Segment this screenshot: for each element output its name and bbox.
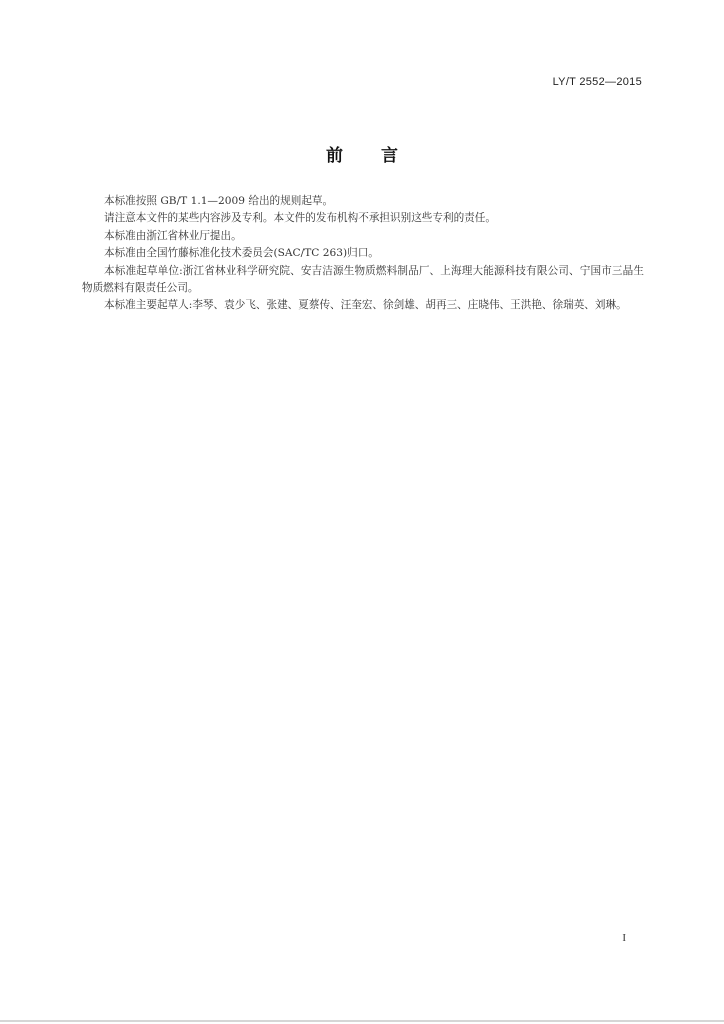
title-char-second: 言 (381, 146, 398, 166)
paragraph-drafting-organizations: 本标准起草单位:浙江省林业科学研究院、安吉洁源生物质燃料制品厂、上海理大能源科技有限公司、宁国市三晶生物质燃料有限责任公司。 (82, 264, 644, 295)
paragraph-proposer: 本标准由浙江省林业厅提出。 (104, 229, 242, 242)
page-number: I (622, 932, 626, 944)
title-char-first: 前 (326, 146, 343, 166)
foreword-body (82, 193, 644, 315)
page-title (0, 141, 724, 166)
paragraph-patent-notice: 请注意本文件的某些内容涉及专利。本文件的发布机构不承担识别这些专利的责任。 (104, 212, 496, 225)
standard-number: LY/T 2552—2015 (552, 76, 642, 88)
paragraph-drafting-rules: 本标准按照 GB/T 1.1—2009 给出的规则起草。 (104, 195, 334, 207)
paragraph-technical-committee: 本标准由全国竹藤标准化技术委员会(SAC/TC 263)归口。 (104, 247, 379, 260)
page-bottom-divider (0, 1020, 724, 1022)
paragraph-drafters: 本标准主要起草人:李琴、袁少飞、张建、夏蔡传、汪奎宏、徐剑雄、胡再三、庄晓伟、王洪艳、徐瑞英、刘琳。 (104, 299, 627, 312)
